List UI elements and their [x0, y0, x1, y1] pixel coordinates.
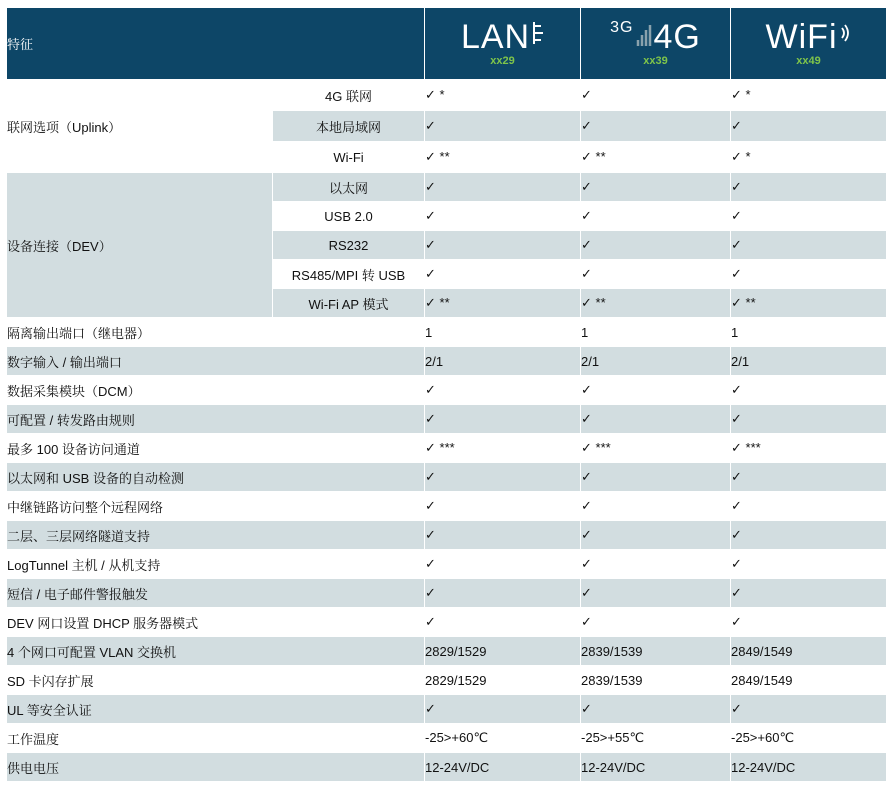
feature-label: 最多 100 设备访问通道	[7, 434, 425, 463]
value-cell: ✓	[731, 376, 887, 405]
table-row	[7, 550, 887, 579]
value-cell: ✓ **	[425, 142, 581, 173]
simple-rows	[7, 318, 887, 782]
sub-feature-label: Wi-Fi	[273, 142, 425, 173]
value-cell: ✓	[581, 492, 731, 521]
value-cell: ✓	[425, 376, 581, 405]
value-cell: ✓	[581, 260, 731, 289]
sub-feature-label: RS485/MPI 转 USB	[273, 260, 425, 289]
value-cell: ✓ **	[581, 289, 731, 318]
feature-label: DEV 网口设置 DHCP 服务器模式	[7, 608, 425, 637]
value-cell: ✓	[731, 231, 887, 260]
model-4g: xx39	[643, 55, 668, 67]
value-cell: ✓	[425, 111, 581, 142]
feature-label: 工作温度	[7, 724, 425, 753]
product-header-4g	[581, 8, 731, 80]
value-cell: -25>+55℃	[581, 724, 731, 753]
feature-label: 数据采集模块（DCM）	[7, 376, 425, 405]
feature-label: 供电电压	[7, 753, 425, 782]
sub-feature-label: Wi-Fi AP 模式	[273, 289, 425, 318]
value-cell: ✓	[731, 111, 887, 142]
sub-feature-label: 以太网	[273, 173, 425, 202]
value-cell: ✓	[581, 550, 731, 579]
value-cell: ✓	[581, 202, 731, 231]
feature-label: 数字输入 / 输出端口	[7, 347, 425, 376]
table-row	[7, 666, 887, 695]
value-cell: ✓	[731, 405, 887, 434]
feature-label: LogTunnel 主机 / 从机支持	[7, 550, 425, 579]
table-row	[7, 434, 887, 463]
value-cell: 2839/1539	[581, 637, 731, 666]
sub-feature-label: 本地局域网	[273, 111, 425, 142]
value-cell: ✓ ***	[581, 434, 731, 463]
value-cell: ✓	[425, 695, 581, 724]
value-cell: ✓	[731, 173, 887, 202]
table-row	[7, 521, 887, 550]
value-cell: ✓	[425, 173, 581, 202]
table-row	[7, 376, 887, 405]
value-cell: ✓	[581, 608, 731, 637]
value-cell: ✓	[425, 202, 581, 231]
value-cell: ✓	[581, 173, 731, 202]
value-cell: 2/1	[581, 347, 731, 376]
feature-label: UL 等安全认证	[7, 695, 425, 724]
wifi-waves-icon	[840, 20, 852, 46]
value-cell: ✓ **	[425, 289, 581, 318]
table-row	[7, 318, 887, 347]
value-cell: ✓	[581, 463, 731, 492]
value-cell: ✓	[425, 521, 581, 550]
value-cell: ✓	[425, 550, 581, 579]
model-lan: xx29	[490, 55, 515, 67]
value-cell: 2839/1539	[581, 666, 731, 695]
value-cell: ✓ *	[731, 142, 887, 173]
table-row	[7, 579, 887, 608]
product-header-wifi	[731, 8, 887, 80]
value-cell: ✓	[731, 579, 887, 608]
value-cell: ✓	[731, 463, 887, 492]
table-row	[7, 347, 887, 376]
value-cell: ✓	[581, 405, 731, 434]
value-cell: 2829/1529	[425, 637, 581, 666]
value-cell: ✓ **	[731, 289, 887, 318]
table-row	[7, 695, 887, 724]
value-cell: ✓	[581, 579, 731, 608]
value-cell: 1	[425, 318, 581, 347]
value-cell: 12-24V/DC	[581, 753, 731, 782]
value-cell: ✓ *	[425, 80, 581, 111]
feature-label: 中继链路访问整个远程网络	[7, 492, 425, 521]
wifi-logo: WiFi	[731, 20, 886, 54]
value-cell: ✓	[425, 463, 581, 492]
feature-header: 特征	[7, 8, 425, 80]
value-cell: 1	[731, 318, 887, 347]
value-cell: ✓ ***	[425, 434, 581, 463]
feature-label: 短信 / 电子邮件警报触发	[7, 579, 425, 608]
table-row	[7, 405, 887, 434]
header-row	[7, 8, 887, 80]
table-row	[7, 724, 887, 753]
value-cell: ✓	[581, 376, 731, 405]
value-cell: ✓	[731, 260, 887, 289]
value-cell: 2849/1549	[731, 666, 887, 695]
value-cell: ✓	[731, 492, 887, 521]
table-row	[7, 173, 887, 202]
table-row	[7, 637, 887, 666]
sub-feature-label: RS232	[273, 231, 425, 260]
model-wifi: xx49	[796, 55, 821, 67]
value-cell: ✓	[581, 695, 731, 724]
value-cell: 2829/1529	[425, 666, 581, 695]
lan-logo: LAN	[425, 20, 580, 54]
value-cell: ✓	[425, 405, 581, 434]
sub-feature-label: 4G 联网	[273, 80, 425, 111]
value-cell: 2849/1549	[731, 637, 887, 666]
sub-feature-label: USB 2.0	[273, 202, 425, 231]
value-cell: 12-24V/DC	[731, 753, 887, 782]
feature-label: 隔离输出端口（继电器）	[7, 318, 425, 347]
feature-label: 4 个网口可配置 VLAN 交换机	[7, 637, 425, 666]
table-row	[7, 753, 887, 782]
value-cell: ✓	[425, 608, 581, 637]
value-cell: ✓	[425, 231, 581, 260]
value-cell: ✓	[425, 579, 581, 608]
table-row	[7, 608, 887, 637]
value-cell: 2/1	[731, 347, 887, 376]
group-label-dev: 设备连接（DEV）	[7, 173, 273, 318]
feature-label: 可配置 / 转发路由规则	[7, 405, 425, 434]
value-cell: ✓	[731, 608, 887, 637]
table-row	[7, 463, 887, 492]
feature-label: SD 卡闪存扩展	[7, 666, 425, 695]
table-row	[7, 80, 887, 111]
value-cell: ✓ ***	[731, 434, 887, 463]
value-cell: ✓	[425, 492, 581, 521]
value-cell: ✓	[581, 521, 731, 550]
value-cell: ✓	[581, 80, 731, 111]
value-cell: 2/1	[425, 347, 581, 376]
4g-logo: $^{3G}$ 4G	[610, 18, 701, 56]
table-row	[7, 492, 887, 521]
signal-bars-icon	[636, 20, 654, 48]
value-cell: -25>+60℃	[731, 724, 887, 753]
feature-label: 以太网和 USB 设备的自动检测	[7, 463, 425, 492]
value-cell: ✓ *	[731, 80, 887, 111]
value-cell: ✓	[581, 111, 731, 142]
value-cell: ✓	[731, 550, 887, 579]
value-cell: 1	[581, 318, 731, 347]
value-cell: ✓	[581, 231, 731, 260]
group-label-uplink: 联网选项（Uplink）	[7, 80, 273, 173]
value-cell: 12-24V/DC	[425, 753, 581, 782]
feature-label: 二层、三层网络隧道支持	[7, 521, 425, 550]
product-header-lan	[425, 8, 581, 80]
value-cell: ✓	[425, 260, 581, 289]
value-cell: ✓	[731, 521, 887, 550]
value-cell: -25>+60℃	[425, 724, 581, 753]
value-cell: ✓	[731, 695, 887, 724]
value-cell: ✓ **	[581, 142, 731, 173]
feature-comparison-table	[6, 7, 887, 782]
network-plug-icon	[532, 20, 544, 46]
value-cell: ✓	[731, 202, 887, 231]
